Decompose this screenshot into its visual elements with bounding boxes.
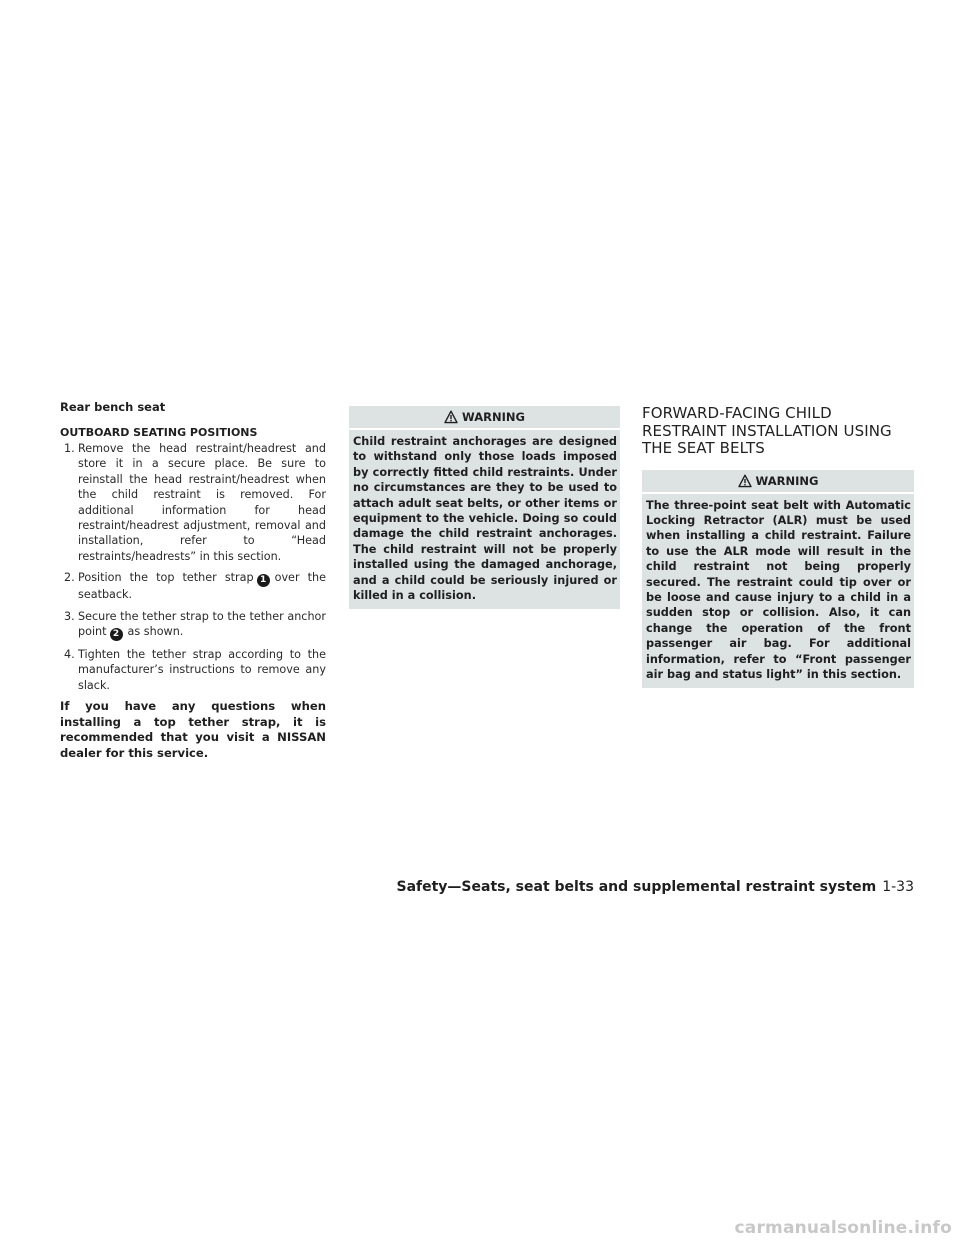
callout-1-icon: 1: [257, 574, 270, 587]
page-number: 1-33: [882, 879, 914, 895]
step-text: as shown.: [127, 625, 184, 639]
step-text: Secure the tether strap to the tether anchor point: [78, 609, 326, 639]
step-number: 4.: [64, 648, 75, 662]
callout-2-icon: 2: [110, 628, 123, 641]
left-column: [60, 400, 326, 762]
step-text: Remove the head restraint/headrest and store it in a secure place. Be sure to reinstall the head restraint/headrest when the child restraint is removed. For additional information for head restraint/headrest adjustment, removal and installation, refer to “Head restraints/headrests” in this section.: [78, 442, 326, 563]
section-caps-heading: OUTBOARD SEATING POSITIONS: [60, 426, 258, 439]
warning-header: [642, 470, 914, 492]
warning-label: WARNING: [755, 473, 819, 488]
list-item: [60, 647, 326, 693]
step-text: Position the top tether strap: [78, 571, 254, 585]
warning-text: The three-point seat belt with Automatic Locking Retractor (ALR) must be used when installing a child restraint. Failure to use the ALR mode will result in the child restraint not being properly secured. The restraint could tip over or be loose and cause injury to a child in a sudden stop or collision. Also, it can change the operation of the front passenger air bag. For additional information, refer to “Front passenger air bag and status light” in this section.: [642, 494, 914, 689]
subheading: Rear bench seat: [60, 400, 166, 414]
step-text: over the seatback.: [78, 571, 326, 602]
list-item: [60, 609, 326, 641]
list-item: [60, 441, 326, 564]
step-number: 2.: [64, 571, 75, 585]
right-column: [642, 400, 914, 688]
dealer-note: If you have any questions when installing a top tether strap, it is recommended that you visit a NISSAN dealer for this service.: [60, 699, 326, 761]
watermark: carmanualsonline.info: [734, 1218, 952, 1238]
page-footer: [0, 878, 914, 896]
warning-icon: [738, 474, 752, 488]
chapter-title: Safety—Seats, seat belts and supplemental restraint system: [396, 879, 877, 895]
warning-header: [349, 406, 620, 428]
section-title: FORWARD-FACING CHILD RESTRAINT INSTALLATION USING THE SEAT BELTS: [642, 404, 892, 457]
step-list: [60, 441, 326, 693]
warning-text: Child restraint anchorages are designed to withstand only those loads imposed by correctly fitted child restraints. Under no circumstances are they to be used to attach adult seat belts, or other items or equipment to the vehicle. Doing so could damage the child restraint anchorages. The child restraint will not be properly installed using the damaged anchorage, and a child could be seriously injured or killed in a collision.: [349, 430, 620, 609]
step-number: 1.: [64, 442, 75, 455]
warning-label: WARNING: [462, 410, 525, 424]
warning-icon: [444, 410, 458, 424]
step-text: Tighten the tether strap according to the manufacturer’s instructions to remove any slack.: [78, 648, 326, 692]
list-item: [60, 570, 326, 602]
step-number: 3.: [64, 609, 75, 623]
middle-column: [349, 400, 620, 609]
